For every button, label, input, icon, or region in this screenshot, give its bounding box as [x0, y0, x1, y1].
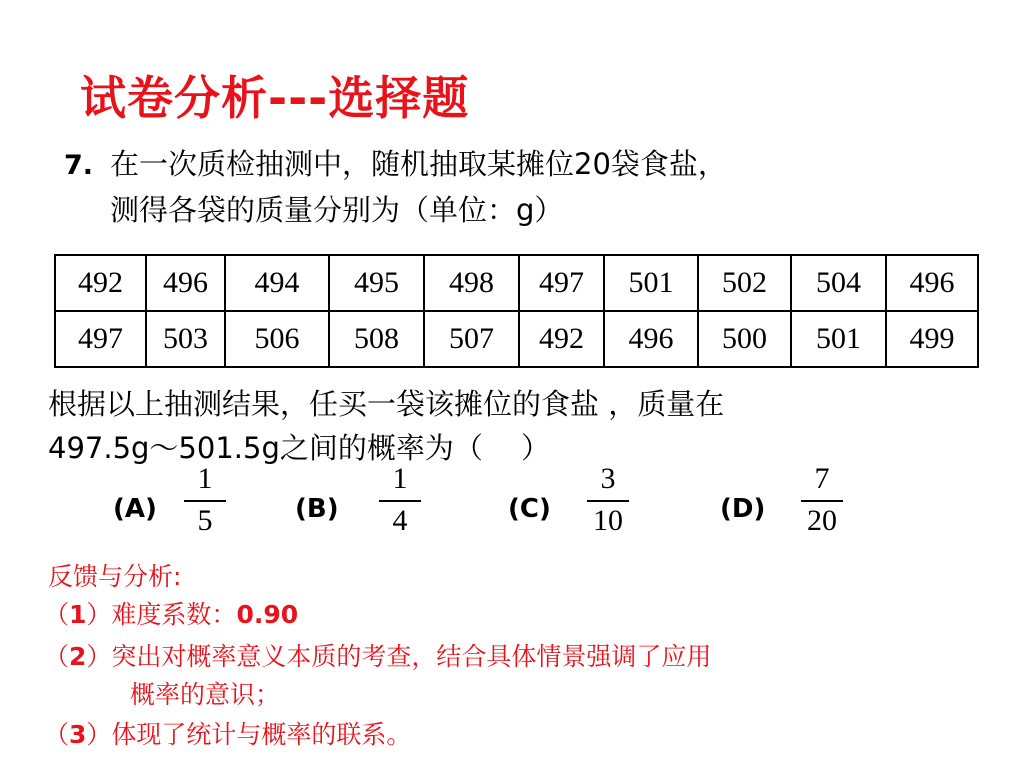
- feedback-item-1-text: ）难度系数：: [86, 600, 237, 629]
- option-d-denominator: 20: [807, 504, 837, 537]
- table-cell: 494: [225, 255, 329, 311]
- question-number: 7.: [64, 150, 94, 181]
- table-cell: 498: [424, 255, 519, 311]
- table-cell: 500: [698, 311, 791, 367]
- table-cell: 492: [519, 311, 604, 367]
- table-row: [55, 255, 978, 311]
- feedback-item-1: [44, 598, 298, 632]
- table-cell: 503: [146, 311, 225, 367]
- option-c-fraction[interactable]: [583, 462, 633, 538]
- option-b-numerator: 1: [392, 462, 408, 495]
- feedback-item-2-text: ）突出对概率意义本质的考查，结合具体情景强调了应用: [86, 642, 712, 671]
- fraction-bar: [587, 500, 629, 502]
- page-title: 试卷分析---选择题: [80, 71, 470, 125]
- option-b-denominator: 4: [392, 504, 408, 537]
- fraction-bar: [379, 500, 421, 502]
- table-cell: 496: [886, 255, 978, 311]
- probability-question-line-2: 497.5g～501.5g之间的概率为（ ）: [48, 431, 551, 465]
- feedback-item-1-number: 1: [69, 600, 87, 629]
- option-c-label[interactable]: (C): [508, 494, 551, 524]
- table-cell: 508: [329, 311, 424, 367]
- feedback-item-3-number: 3: [69, 720, 87, 749]
- option-b-label[interactable]: (B): [295, 494, 339, 524]
- table-cell: 496: [604, 311, 698, 367]
- table-cell: 496: [146, 255, 225, 311]
- option-b-fraction[interactable]: [375, 462, 425, 538]
- option-a-label[interactable]: (A): [113, 494, 157, 524]
- option-a-numerator: 1: [197, 462, 213, 495]
- table-cell: 507: [424, 311, 519, 367]
- mass-data-table: [54, 254, 979, 368]
- feedback-item-2-continuation: 概率的意识；: [130, 680, 281, 709]
- table-row: [55, 311, 978, 367]
- feedback-item-1-open: （: [44, 600, 70, 629]
- fraction-bar: [184, 500, 226, 502]
- table-cell: 497: [519, 255, 604, 311]
- feedback-item-3-text: ）体现了统计与概率的联系。: [86, 720, 412, 749]
- question-text-line-1: 在一次质检抽测中，随机抽取某摊位20袋食盐，: [110, 147, 727, 181]
- option-d-fraction[interactable]: [797, 462, 847, 538]
- option-a-fraction[interactable]: [180, 462, 230, 538]
- fraction-bar: [801, 500, 843, 502]
- table-cell: 497: [55, 311, 146, 367]
- table-cell: 504: [791, 255, 886, 311]
- probability-question-line-1: 根据以上抽测结果，任买一袋该摊位的食盐 ，质量在: [48, 387, 725, 421]
- option-d-numerator: 7: [814, 462, 830, 495]
- feedback-item-3: [44, 718, 411, 752]
- option-a-denominator: 5: [197, 504, 213, 537]
- table-cell: 501: [604, 255, 698, 311]
- table-cell: 492: [55, 255, 146, 311]
- feedback-heading: 反馈与分析:: [48, 562, 182, 591]
- feedback-item-2-open: （: [44, 642, 70, 671]
- table-cell: 502: [698, 255, 791, 311]
- option-d-label[interactable]: (D): [720, 494, 766, 524]
- option-c-numerator: 3: [600, 462, 616, 495]
- table-cell: 495: [329, 255, 424, 311]
- table-cell: 499: [886, 311, 978, 367]
- feedback-item-3-open: （: [44, 720, 70, 749]
- question-text-line-2: 测得各袋的质量分别为（单位：g）: [110, 193, 564, 227]
- table-cell: 506: [225, 311, 329, 367]
- table-cell: 501: [791, 311, 886, 367]
- feedback-item-2-number: 2: [69, 642, 87, 671]
- feedback-item-2: [44, 640, 711, 674]
- option-c-denominator: 10: [593, 504, 623, 537]
- feedback-item-1-value: 0.90: [236, 600, 299, 629]
